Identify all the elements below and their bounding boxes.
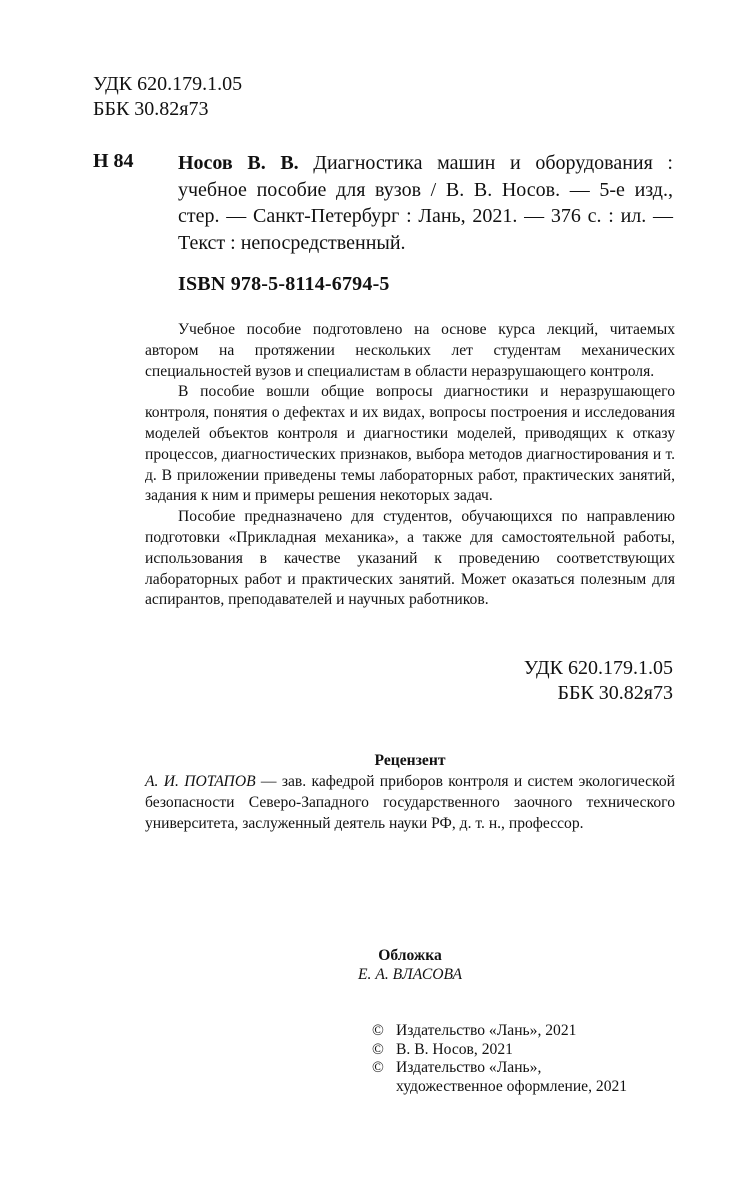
header-classification [93, 72, 242, 122]
header-bbk: ББК 30.82я73 [93, 98, 209, 120]
copyright-line [372, 1022, 682, 1041]
classification-block [524, 656, 673, 706]
annotation-paragraph: Учебное пособие подготовлено на основе курса лекций, читаемых автором на протяжении нескольких лет студентам механических специальностей вузов и специалистам в области неразрушающего контроля. [145, 321, 675, 380]
reviewer-heading: Рецензент [374, 752, 446, 769]
copyright-icon: © [372, 1040, 384, 1058]
record-description: Диагностика машин и оборудования : учебное пособие для вузов / В. В. Носов. — 5-е изд., стер. — Санкт-Петербург : Лань, 2021. — 376 с. : ил. — Текст : непосредственный. [178, 152, 673, 254]
reviewer-text: — зав. кафедрой приборов контроля и систем экологической безопасности Северо-Западного государственного заочного технического университета, заслуженный деятель науки РФ, д. т. н., профессор. [145, 773, 675, 832]
copyright-icon: © [372, 1022, 384, 1039]
reviewer-block [145, 750, 675, 834]
classification-bbk: ББК 30.82я73 [557, 682, 673, 704]
annotation [145, 320, 675, 611]
copyright-text: В. В. Носов, 2021 [396, 1040, 513, 1058]
copyright-block [372, 1022, 682, 1096]
annotation-paragraph: Пособие предназначено для студентов, обучающихся по направлению подготовки «Прикладная механика», а также для самостоятельной работы, использования в качестве указаний к проведению соответствующих лабораторных работ и практических занятий. Может оказаться полезным для аспирантов, преподавателей и научных работников. [145, 508, 675, 609]
copyright-line [372, 1078, 682, 1097]
classification-udk: УДК 620.179.1.05 [523, 657, 673, 679]
copyright-line [372, 1041, 682, 1060]
copyright-continuation: художественное оформление, 2021 [396, 1077, 628, 1095]
record-author: Носов В. В. [178, 152, 299, 174]
cover-block [145, 946, 675, 984]
copyright-icon: © [372, 1059, 384, 1076]
annotation-paragraph: В пособие вошли общие вопросы диагностики и неразрушающего контроля, понятия о дефектах и их видах, вопросы построения и исследования моделей объектов контроля и диагностики моделей, приводящих к отказу процессов, диагностических признаков, выбора методов диагностирования и т. д. В приложении приведены темы лабораторных работ, практических занятий, задания к ним и примеры решения некоторых задач. [145, 383, 675, 505]
copyright-text: Издательство «Лань», [396, 1059, 542, 1076]
bibliographic-record [178, 150, 673, 256]
cover-designer: Е. А. ВЛАСОВА [358, 966, 462, 983]
copyright-line [372, 1059, 682, 1078]
reviewer-body [145, 771, 675, 834]
cover-heading: Обложка [378, 947, 442, 964]
copyright-text: Издательство «Лань», 2021 [396, 1022, 577, 1039]
reviewer-name: А. И. ПОТАПОВ [145, 773, 256, 790]
isbn: ISBN 978-5-8114-6794-5 [178, 273, 390, 295]
header-udk: УДК 620.179.1.05 [93, 73, 243, 95]
author-code: Н 84 [93, 150, 134, 172]
